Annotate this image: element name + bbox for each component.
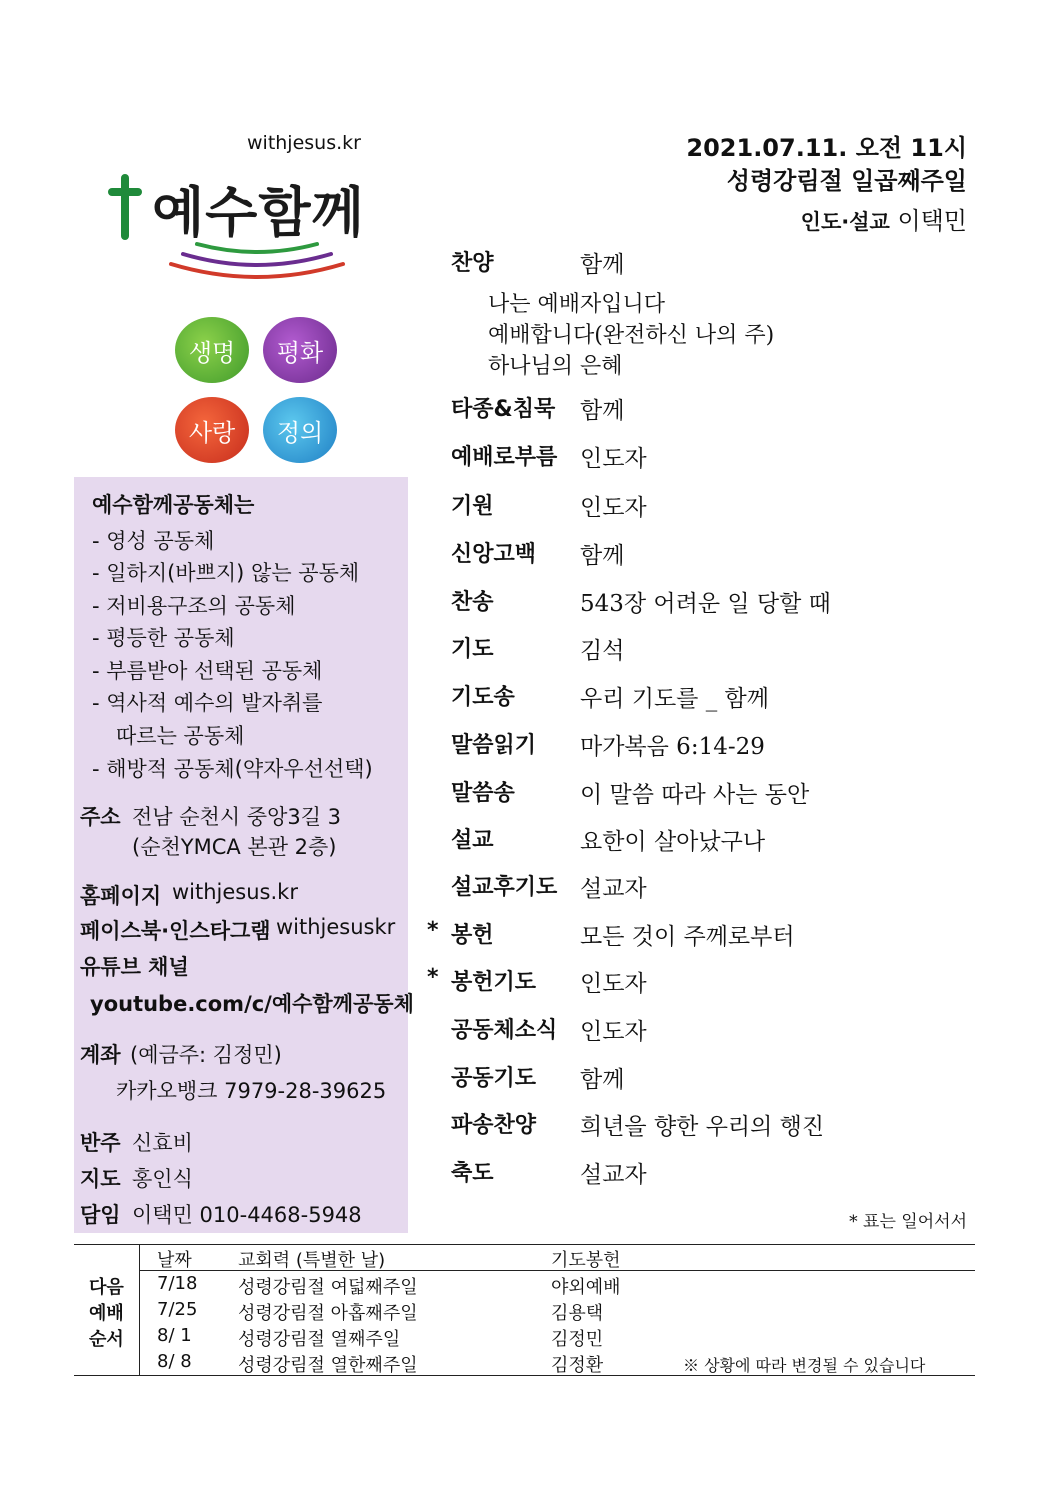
order-value: 설교자 [580, 1162, 647, 1188]
order-label: 신앙고백 [451, 542, 537, 567]
rainbow-arcs-icon [165, 236, 350, 286]
order-label: 파송찬양 [451, 1113, 537, 1138]
order-value: 희년을 향한 우리의 행진 [580, 1114, 825, 1140]
order-label: 설교후기도 [451, 875, 558, 900]
logo-text: 예수함께 [152, 181, 365, 244]
row-date: 8/ 1 [157, 1325, 192, 1346]
account-number: 카카오뱅크 7979-28-39625 [116, 1079, 387, 1103]
order-value: 인도자 [580, 971, 647, 997]
order-value: 인도자 [580, 446, 647, 472]
order-value: 543장 어려운 일 당할 때 [580, 591, 831, 617]
order-label: 공동체소식 [451, 1018, 558, 1043]
column-header: 기도봉헌 [551, 1250, 621, 1271]
praise-song: 예배합니다(완전하신 나의 주) [488, 323, 775, 348]
order-label: 공동기도 [451, 1066, 537, 1091]
standing-marker: * [427, 965, 439, 990]
order-label: 찬송 [451, 590, 494, 615]
row-prayer: 야외예배 [551, 1277, 621, 1298]
service-date: 2021.07.11. 오전 11시 [686, 134, 967, 162]
community-item: - 해방적 공동체(약자우선선택) [92, 757, 373, 781]
praise-song: 나는 예배자입니다 [488, 292, 666, 317]
order-value: 이 말씀 따라 사는 동안 [580, 782, 810, 808]
accompanist: 신효비 [132, 1131, 193, 1155]
address-label: 주소 [80, 805, 121, 829]
row-date: 7/25 [157, 1299, 198, 1320]
guide: 홍인식 [132, 1167, 193, 1191]
row-prayer: 김정민 [551, 1329, 604, 1350]
leader-name: 이택민 [897, 207, 967, 235]
community-title: 예수함께공동체는 [92, 493, 255, 517]
next-label: 예배 [89, 1303, 124, 1324]
address-line1: 전남 순천시 중앙3길 3 [132, 805, 342, 829]
youtube-label: 유튜브 채널 [80, 955, 189, 979]
community-item: - 평등한 공동체 [92, 626, 235, 650]
order-label: 타종&침묵 [451, 397, 556, 422]
site-url: withjesus.kr [247, 132, 361, 154]
column-header: 날짜 [157, 1250, 192, 1271]
next-label: 순서 [89, 1329, 124, 1350]
order-value: 김석 [580, 638, 625, 664]
next-label: 다음 [89, 1277, 124, 1298]
badge-justice: 정의 [263, 397, 337, 463]
sns-label: 페이스북·인스타그램 [80, 919, 271, 943]
badge-love: 사랑 [175, 397, 249, 463]
order-label: 축도 [451, 1161, 494, 1186]
row-calendar: 성령강림절 열한째주일 [238, 1355, 418, 1376]
row-date: 8/ 8 [157, 1351, 192, 1372]
homepage-label: 홈페이지 [80, 884, 162, 908]
liturgical-season: 성령강림절 일곱째주일 [726, 167, 967, 195]
order-value: 모든 것이 주께로부터 [580, 924, 795, 950]
row-calendar: 성령강림절 아홉째주일 [238, 1303, 418, 1324]
order-label: 봉헌 [451, 923, 494, 948]
row-calendar: 성령강림절 열째주일 [238, 1329, 401, 1350]
schedule-note: ※ 상황에 따라 변경될 수 있습니다 [683, 1356, 926, 1375]
order-label: 기도송 [451, 685, 515, 710]
community-item: - 역사적 예수의 발자취를 [92, 691, 323, 715]
order-value: 함께 [580, 1067, 625, 1093]
badge-peace: 평화 [263, 317, 337, 383]
order-value: 우리 기도를 _ 함께 [580, 686, 769, 712]
youtube-link[interactable]: youtube.com/c/예수함께공동체 [90, 992, 414, 1016]
order-value: 함께 [580, 252, 625, 278]
community-item: - 일하지(바쁘지) 않는 공동체 [92, 561, 360, 585]
row-calendar: 성령강림절 여덟째주일 [238, 1277, 418, 1298]
cross-icon [108, 172, 142, 242]
order-label: 설교 [451, 828, 494, 853]
order-label: 봉헌기도 [451, 970, 537, 995]
account-label: 계좌 [80, 1043, 121, 1067]
order-value: 인도자 [580, 1019, 647, 1045]
order-label: 찬양 [451, 251, 494, 276]
order-label: 기도 [451, 637, 494, 662]
row-date: 7/18 [157, 1273, 198, 1294]
community-item: - 저비용구조의 공동체 [92, 594, 296, 618]
address-line2: (순천YMCA 본관 2층) [132, 835, 337, 859]
community-info-panel [74, 477, 414, 1233]
order-label: 말씀송 [451, 781, 515, 806]
badge-life: 생명 [175, 317, 249, 383]
row-prayer: 김용택 [551, 1303, 604, 1324]
order-label: 예배로부름 [451, 445, 558, 470]
pastor: 이택민 010-4468-5948 [132, 1203, 362, 1227]
order-label: 말씀읽기 [451, 733, 537, 758]
order-label: 기원 [451, 494, 494, 519]
order-value: 마가복음 6:14-29 [580, 734, 765, 760]
leader-label: 인도·설교 [800, 210, 890, 234]
order-value: 설교자 [580, 876, 647, 902]
praise-song: 하나님의 은혜 [488, 354, 623, 379]
pastor-label: 담임 [80, 1203, 121, 1227]
table-top-rule [74, 1244, 975, 1245]
row-prayer: 김정환 [551, 1355, 604, 1376]
community-item: 따르는 공동체 [116, 724, 245, 748]
order-value: 요한이 살아났구나 [580, 829, 766, 855]
sns-link[interactable]: withjesuskr [276, 915, 396, 939]
accompanist-label: 반주 [80, 1131, 121, 1155]
service-leader [801, 201, 967, 236]
community-item: - 부름받아 선택된 공동체 [92, 659, 323, 683]
column-header: 교회력 (특별한 날) [238, 1250, 386, 1271]
homepage-link[interactable]: withjesus.kr [172, 880, 298, 904]
standing-marker: * [427, 918, 439, 943]
order-value: 함께 [580, 398, 625, 424]
guide-label: 지도 [80, 1167, 121, 1191]
standing-footnote: * 표는 일어서서 [849, 1212, 967, 1232]
account-holder: (예금주: 김정민) [130, 1043, 282, 1067]
community-item: - 영성 공동체 [92, 529, 215, 553]
order-value: 함께 [580, 543, 625, 569]
order-value: 인도자 [580, 495, 647, 521]
table-divider [139, 1244, 140, 1375]
